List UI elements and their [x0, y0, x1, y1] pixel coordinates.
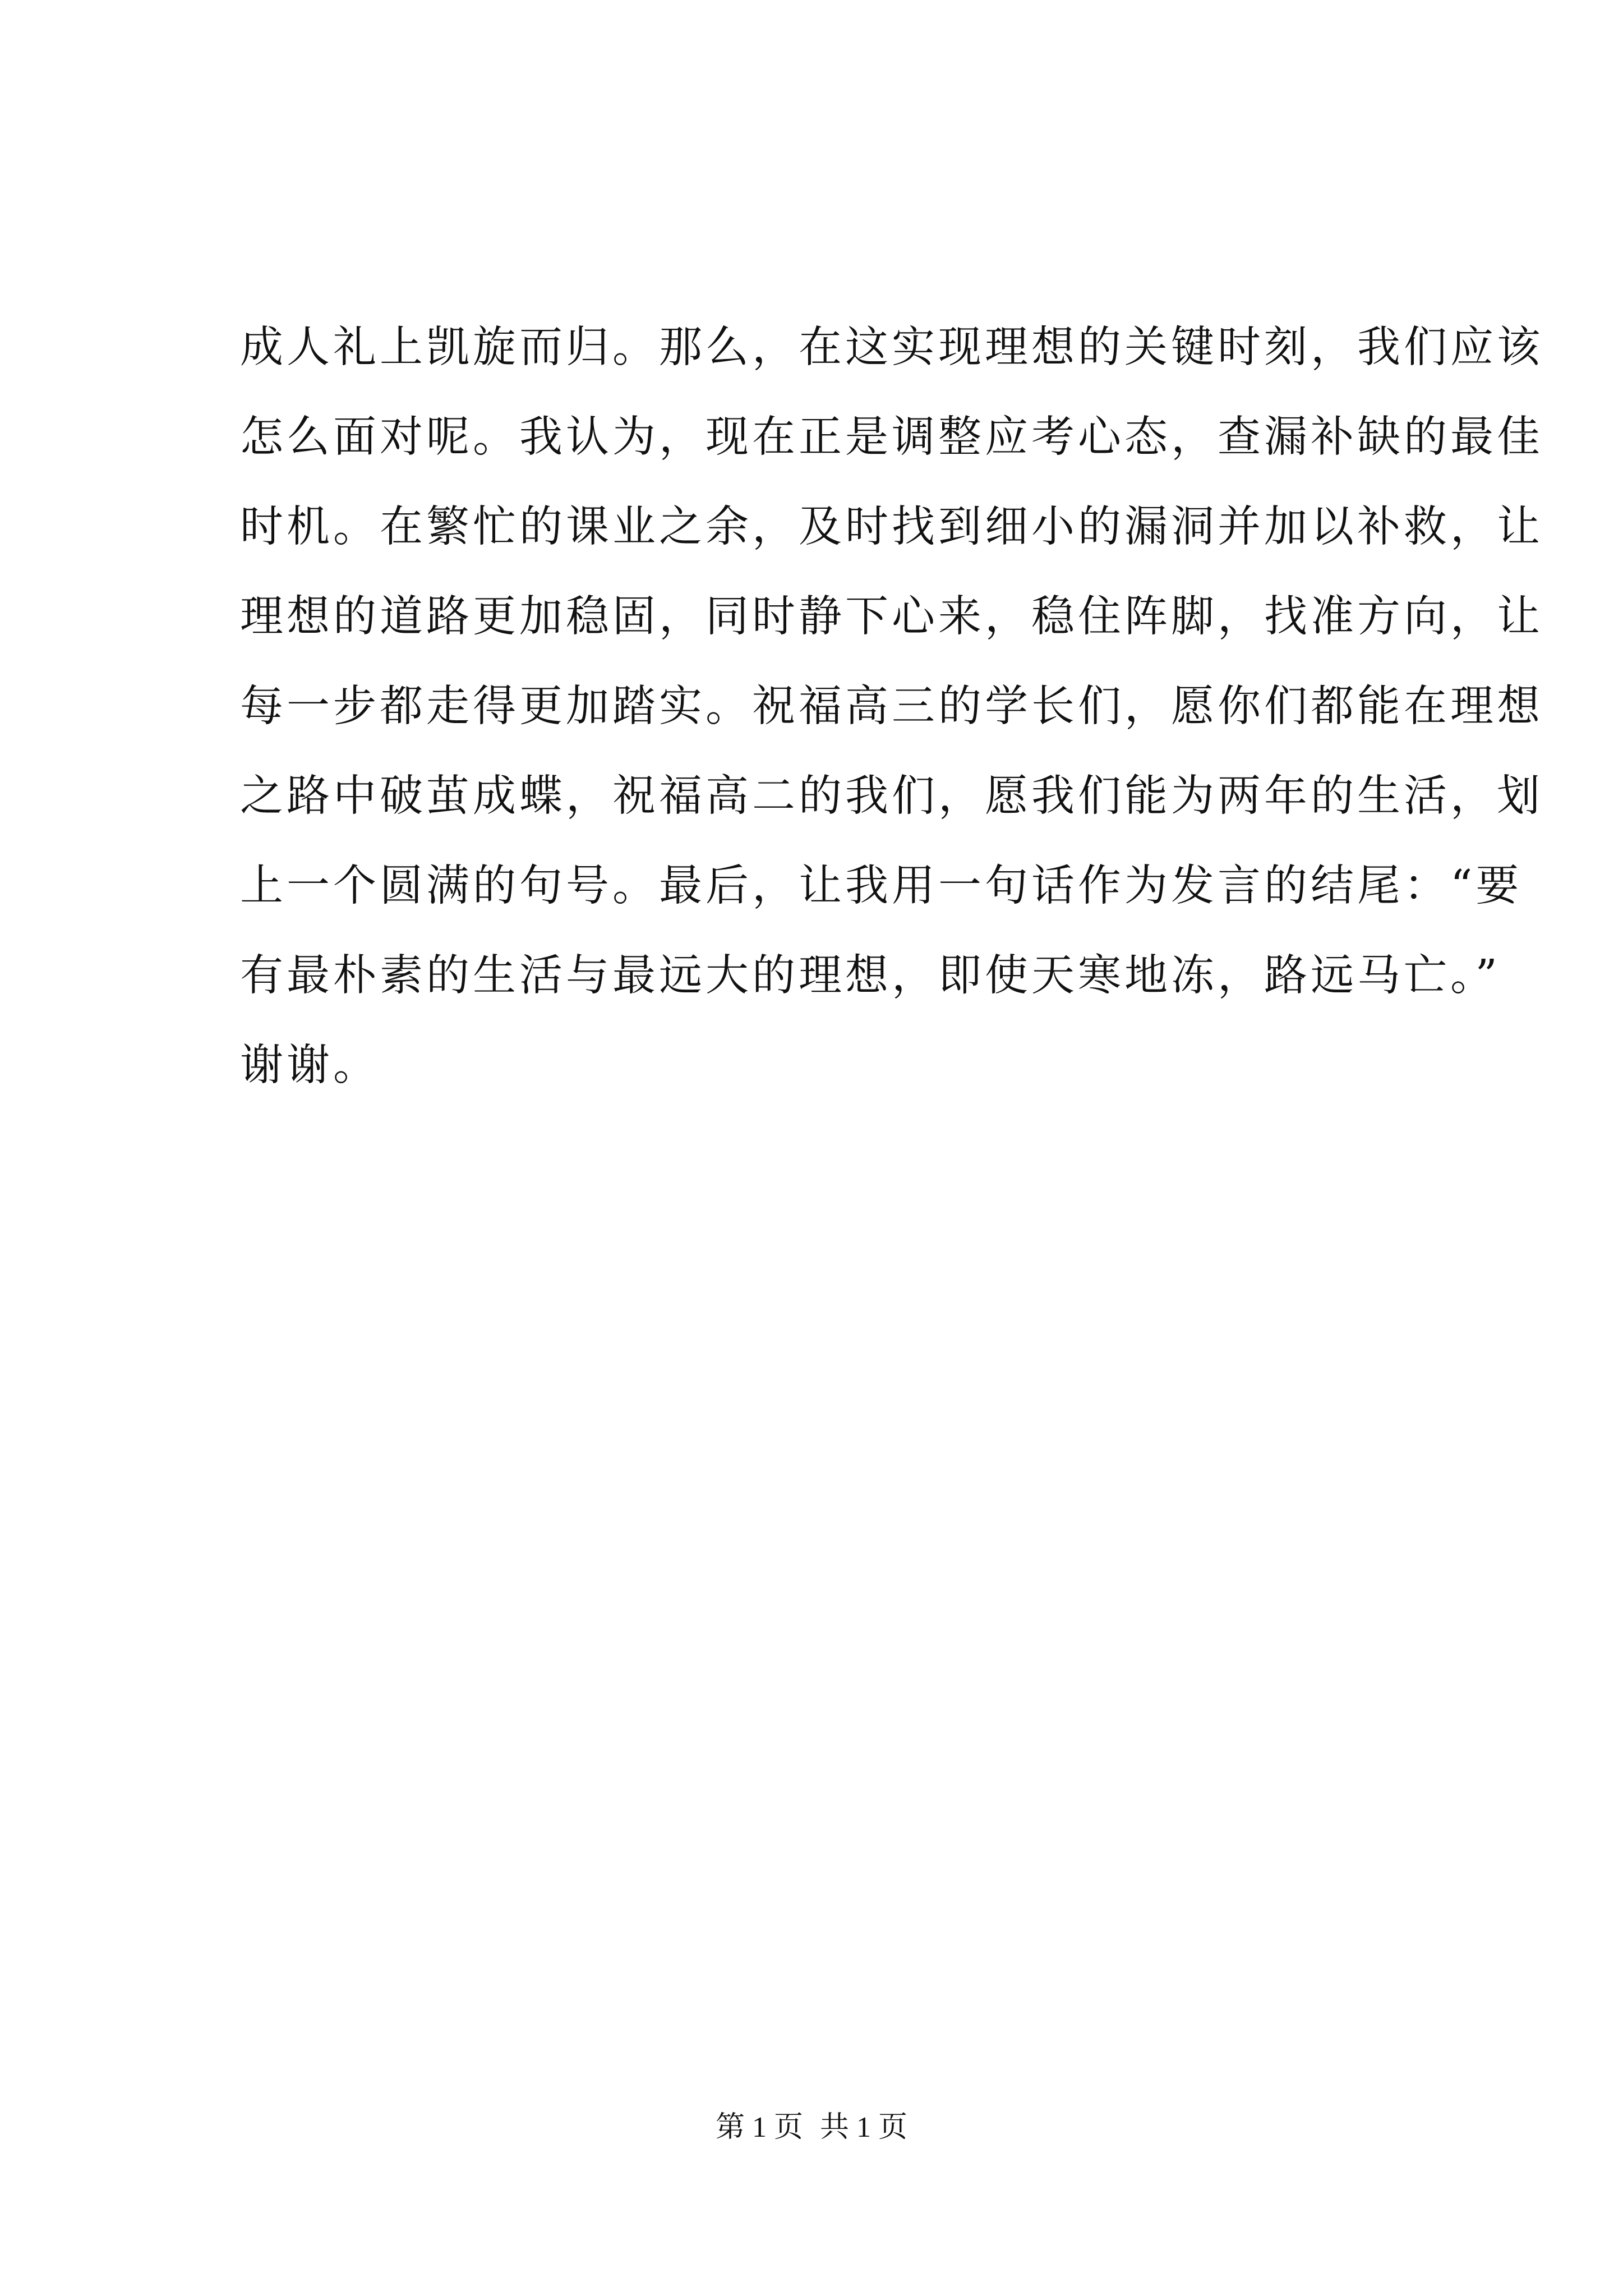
text-line: 怎么面对呢。我认为，现在正是调整应考心态，查漏补缺的最佳: [240, 412, 1543, 462]
text-line: 每一步都走得更加踏实。祝福高三的学长们，愿你们都能在理想: [240, 682, 1543, 731]
body-paragraph: [240, 303, 1543, 1111]
page-footer: [0, 2108, 1623, 2147]
text-line: 有最朴素的生活与最远大的理想，即使天寒地冻，路远马亡。”: [240, 951, 1501, 1001]
page-number-total: 共 1 页: [820, 2111, 908, 2143]
text-line: 谢谢。: [240, 1041, 380, 1091]
text-line: 成人礼上凯旋而归。那么，在这实现理想的关键时刻，我们应该: [240, 323, 1543, 372]
text-line: 上一个圆满的句号。最后，让我用一句话作为发言的结尾：“要: [240, 861, 1523, 911]
text-line: 之路中破茧成蝶，祝福高二的我们，愿我们能为两年的生活，划: [240, 771, 1543, 821]
page-number-current: 第 1 页: [715, 2111, 803, 2143]
text-line: 时机。在繁忙的课业之余，及时找到细小的漏洞并加以补救，让: [240, 502, 1543, 552]
text-line: 理想的道路更加稳固，同时静下心来，稳住阵脚，找准方向，让: [240, 592, 1543, 642]
